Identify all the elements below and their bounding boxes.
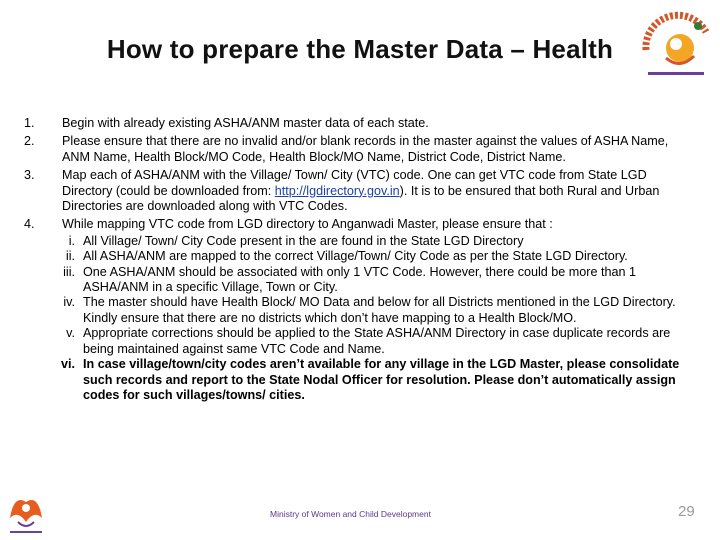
sub-item-number: v. bbox=[66, 326, 75, 341]
sub-item-text: The master should have Health Block/ MO Data and below for all Districts mentioned in the LGD Directory. Kindly ensure that there are no districts which don’t have mapping to a Health Block/MO. bbox=[83, 295, 676, 325]
lgd-directory-link[interactable]: http://lgdirectory.gov.in bbox=[274, 183, 400, 198]
sub-item-number: vi. bbox=[60, 357, 75, 372]
item-text-part: Map each of ASHA/ANM with the Village/ Town/ City (VTC) code. One can get VTC code from State LGD Directory (could be downloaded from: bbox=[62, 168, 647, 198]
item-text-part: ). It is to be ensured that both Rural and Urban Directories are downloaded along with VTC Codes. bbox=[62, 183, 660, 214]
content-body bbox=[24, 116, 688, 403]
list-item bbox=[24, 217, 688, 232]
item-text: Begin with already existing ASHA/ANM master data of each state. bbox=[62, 116, 429, 130]
item-text: While mapping VTC code from LGD directory to Anganwadi Master, please ensure that : bbox=[62, 217, 553, 232]
sub-item-text: Appropriate corrections should be applied to the State ASHA/ANM Directory in case duplicate records are being maintained against same VTC Code and Name. bbox=[83, 326, 671, 356]
sub-item-number: i. bbox=[68, 233, 75, 248]
sub-item-number: iii. bbox=[63, 264, 75, 279]
list-item bbox=[24, 116, 688, 131]
item-text: Please ensure that there are no invalid and/or blank records in the master against the values of ASHA Name, ANM Name, Health Block/MO Code, Health Block/MO Name, District Code, District Name. bbox=[62, 134, 669, 164]
sub-list-item bbox=[24, 295, 688, 326]
sub-list-item bbox=[24, 234, 688, 249]
sub-item-text: In case village/town/city codes aren’t available for any village in the LGD Master, please consolidate such records and report to the State Nodal Officer for resolution. Please don’t automatically assign codes for such villages/towns/ cities. bbox=[83, 357, 680, 402]
sub-item-text: All Village/ Town/ City Code present in the are found in the State LGD Directory bbox=[83, 233, 524, 248]
item-number: 3. bbox=[24, 168, 35, 183]
sub-item-number: ii. bbox=[65, 249, 75, 264]
sub-list-item bbox=[24, 265, 688, 296]
sub-list-item bbox=[24, 326, 688, 357]
sub-item-text: One ASHA/ANM should be associated with only 1 VTC Code. However, there could be more than 1 ASHA/ANM in a specific Village, Town or City. bbox=[83, 264, 637, 295]
item-number: 1. bbox=[24, 116, 35, 130]
slide-title: How to prepare the Master Data – Health bbox=[106, 34, 614, 64]
item-number: 2. bbox=[24, 134, 35, 149]
sub-item-text: All ASHA/ANM are mapped to the correct Village/Town/ City Code as per the State LGD Directory. bbox=[83, 249, 628, 264]
item-number: 4. bbox=[24, 217, 35, 232]
poshan-abhiyaan-logo bbox=[636, 6, 716, 90]
list-item bbox=[24, 168, 688, 214]
footer-text: Ministry of Women and Child Development bbox=[270, 509, 431, 519]
item-text bbox=[62, 168, 688, 214]
ministry-logo bbox=[4, 488, 48, 536]
sub-item-number: iv. bbox=[63, 295, 75, 310]
page-number: 29 bbox=[678, 503, 695, 520]
sub-list-item bbox=[24, 357, 688, 403]
list-item bbox=[24, 134, 688, 165]
sub-list-item bbox=[24, 249, 688, 264]
